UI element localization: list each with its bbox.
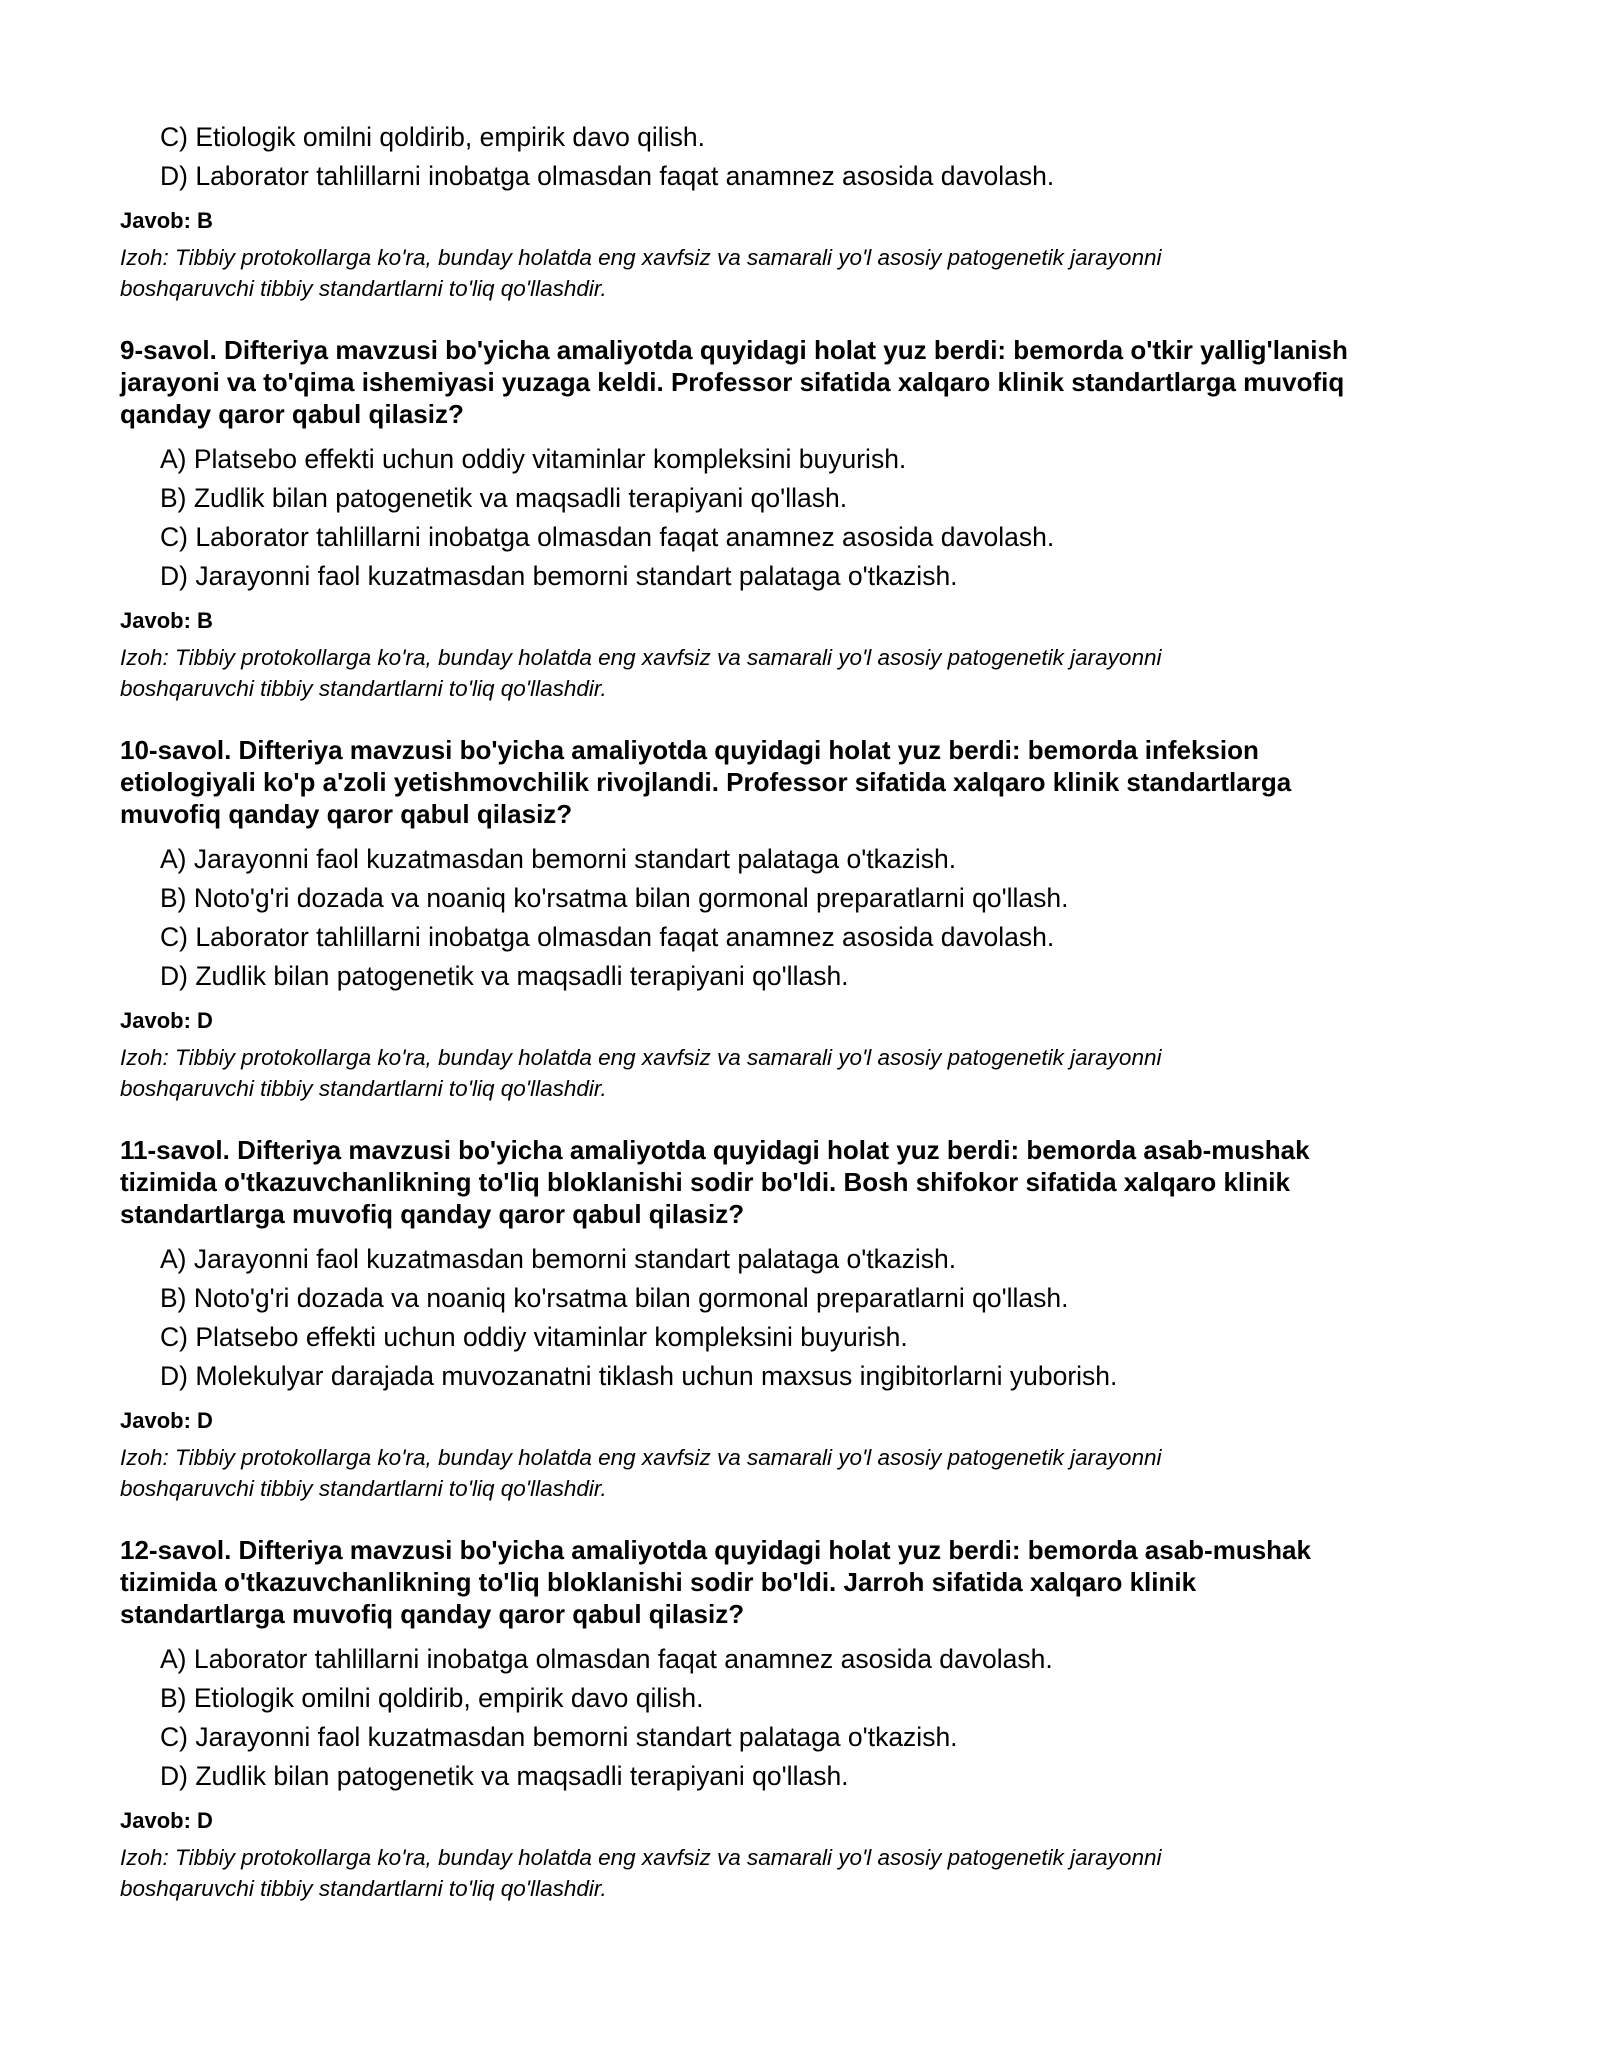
question-8-continuation — [120, 118, 1520, 304]
option-a: A) Platsebo effekti uchun oddiy vitaminlar kompleksini buyurish. — [160, 444, 907, 474]
options-list — [120, 1240, 1520, 1396]
question-11 — [120, 1134, 1520, 1504]
explanation-note: Izoh: Tibbiy protokollarga ko'ra, bunday holatda eng xavfsiz va samarali yo'l asosiy patogenetik jarayonni boshqaruvchi tibbiy standartlarni to'liq qo'llashdir. — [120, 1845, 1162, 1901]
option-d: D) Zudlik bilan patogenetik va maqsadli terapiyani qo'llash. — [160, 1761, 849, 1791]
option-a: A) Jarayonni faol kuzatmasdan bemorni standart palataga o'tkazish. — [160, 844, 957, 874]
question-title: 11-savol. Difteriya mavzusi bo'yicha amaliyotda quyidagi holat yuz berdi: bemorda asab-mushak tizimida o'tkazuvchanlikning to'liq bloklanishi sodir bo'ldi. Bosh shifokor sifatida xalqaro klinik standartlarga muvofiq qanday qaror qabul qilasiz? — [120, 1135, 1310, 1229]
question-12 — [120, 1534, 1520, 1904]
answer-label: Javob: B — [120, 608, 213, 633]
option-d: D) Laborator tahlillarni inobatga olmasdan faqat anamnez asosida davolash. — [160, 161, 1055, 191]
explanation-note: Izoh: Tibbiy protokollarga ko'ra, bunday holatda eng xavfsiz va samarali yo'l asosiy patogenetik jarayonni boshqaruvchi tibbiy standartlarni to'liq qo'llashdir. — [120, 1045, 1162, 1101]
options-list — [120, 440, 1520, 596]
option-c: C) Etiologik omilni qoldirib, empirik davo qilish. — [160, 122, 705, 152]
option-b: B) Noto'g'ri dozada va noaniq ko'rsatma bilan gormonal preparatlarni qo'llash. — [160, 883, 1069, 913]
option-d: D) Molekulyar darajada muvozanatni tiklash uchun maxsus ingibitorlarni yuborish. — [160, 1361, 1118, 1391]
explanation-note: Izoh: Tibbiy protokollarga ko'ra, bunday holatda eng xavfsiz va samarali yo'l asosiy patogenetik jarayonni boshqaruvchi tibbiy standartlarni to'liq qo'llashdir. — [120, 1445, 1162, 1501]
answer-label: Javob: D — [120, 1008, 213, 1033]
option-d: D) Jarayonni faol kuzatmasdan bemorni standart palataga o'tkazish. — [160, 561, 958, 591]
question-title: 9-savol. Difteriya mavzusi bo'yicha amaliyotda quyidagi holat yuz berdi: bemorda o'tkir yallig'lanish jarayoni va to'qima ishemiyasi yuzaga keldi. Professor sifatida xalqaro klinik standartlarga muvofiq qanday qaror qabul qilasiz? — [120, 335, 1348, 429]
explanation-note: Izoh: Tibbiy protokollarga ko'ra, bunday holatda eng xavfsiz va samarali yo'l asosiy patogenetik jarayonni boshqaruvchi tibbiy standartlarni to'liq qo'llashdir. — [120, 245, 1162, 301]
option-b: B) Zudlik bilan patogenetik va maqsadli terapiyani qo'llash. — [160, 483, 848, 513]
answer-label: Javob: B — [120, 208, 213, 233]
option-c: C) Jarayonni faol kuzatmasdan bemorni standart palataga o'tkazish. — [160, 1722, 958, 1752]
question-title: 10-savol. Difteriya mavzusi bo'yicha amaliyotda quyidagi holat yuz berdi: bemorda infeksion etiologiyali ko'p a'zoli yetishmovchilik rivojlandi. Professor sifatida xalqaro klinik standartlarga muvofiq qanday qaror qabul qilasiz? — [120, 735, 1292, 829]
question-10 — [120, 734, 1520, 1104]
option-c: C) Laborator tahlillarni inobatga olmasdan faqat anamnez asosida davolash. — [160, 922, 1055, 952]
option-a: A) Laborator tahlillarni inobatga olmasdan faqat anamnez asosida davolash. — [160, 1644, 1053, 1674]
options-list — [120, 1640, 1520, 1796]
answer-label: Javob: D — [120, 1808, 213, 1833]
option-a: A) Jarayonni faol kuzatmasdan bemorni standart palataga o'tkazish. — [160, 1244, 957, 1274]
option-d: D) Zudlik bilan patogenetik va maqsadli terapiyani qo'llash. — [160, 961, 849, 991]
question-9 — [120, 334, 1520, 704]
document-page — [120, 118, 1520, 1904]
explanation-note: Izoh: Tibbiy protokollarga ko'ra, bunday holatda eng xavfsiz va samarali yo'l asosiy patogenetik jarayonni boshqaruvchi tibbiy standartlarni to'liq qo'llashdir. — [120, 645, 1162, 701]
options-list — [120, 118, 1520, 196]
question-title: 12-savol. Difteriya mavzusi bo'yicha amaliyotda quyidagi holat yuz berdi: bemorda asab-mushak tizimida o'tkazuvchanlikning to'liq bloklanishi sodir bo'ldi. Jarroh sifatida xalqaro klinik standartlarga muvofiq qanday qaror qabul qilasiz? — [120, 1535, 1311, 1629]
option-c: C) Laborator tahlillarni inobatga olmasdan faqat anamnez asosida davolash. — [160, 522, 1055, 552]
option-c: C) Platsebo effekti uchun oddiy vitaminlar kompleksini buyurish. — [160, 1322, 908, 1352]
option-b: B) Noto'g'ri dozada va noaniq ko'rsatma bilan gormonal preparatlarni qo'llash. — [160, 1283, 1069, 1313]
option-b: B) Etiologik omilni qoldirib, empirik davo qilish. — [160, 1683, 704, 1713]
answer-label: Javob: D — [120, 1408, 213, 1433]
options-list — [120, 840, 1520, 996]
